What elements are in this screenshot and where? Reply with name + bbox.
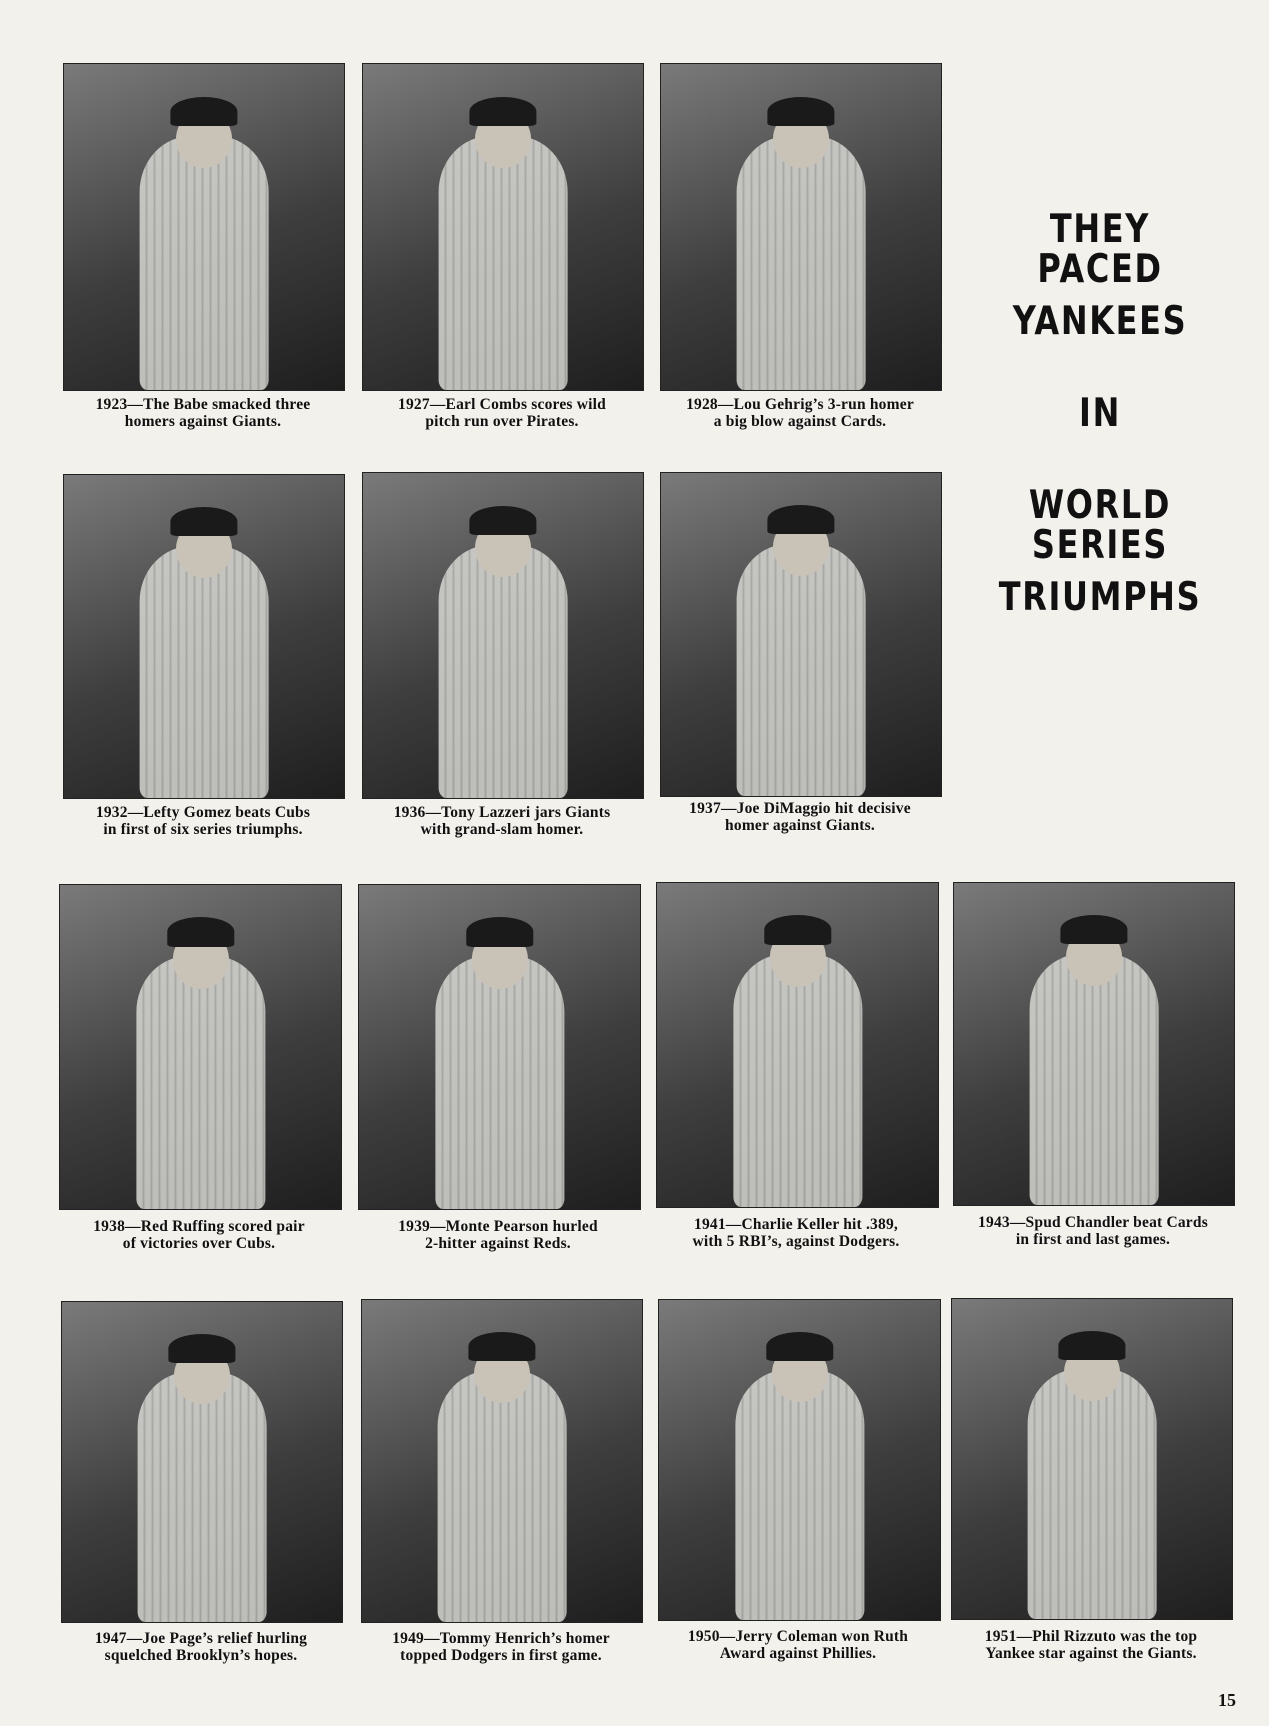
caption-1927: 1927—Earl Combs scores wild pitch run over Pirates. bbox=[398, 396, 606, 430]
photo-1951-phil-rizzuto bbox=[951, 1298, 1233, 1620]
photo-1949-tommy-henrich bbox=[361, 1299, 643, 1623]
caption-1936: 1936—Tony Lazzeri jars Giants with grand-slam homer. bbox=[393, 804, 611, 838]
photo-1928-lou-gehrig bbox=[660, 63, 942, 391]
caption-1943: 1943—Spud Chandler beat Cards in first and last games. bbox=[978, 1214, 1208, 1248]
caption-1938: 1938—Red Ruffing scored pair of victories over Cubs. bbox=[93, 1218, 305, 1252]
caption-1932: 1932—Lefty Gomez beats Cubs in first of six series triumphs. bbox=[95, 804, 311, 838]
caption-1949: 1949—Tommy Henrich’s homer topped Dodgers in first game. bbox=[392, 1630, 610, 1664]
photo-1950-jerry-coleman bbox=[658, 1299, 941, 1621]
caption-1947: 1947—Joe Page’s relief hurling squelched Brooklyn’s hopes. bbox=[94, 1630, 308, 1664]
title-line: YANKEES bbox=[1012, 299, 1188, 344]
photo-1937-joe-dimaggio bbox=[660, 472, 942, 797]
photo-1936-tony-lazzeri bbox=[362, 472, 644, 799]
photo-1939-monte-pearson bbox=[358, 884, 641, 1210]
title-line: IN bbox=[1079, 391, 1121, 436]
photo-1941-charlie-keller bbox=[656, 882, 939, 1208]
photo-1932-lefty-gomez bbox=[63, 474, 345, 799]
title-line: THEY PACED bbox=[1037, 207, 1163, 292]
title-line: WORLD SERIES bbox=[1028, 483, 1172, 568]
photo-1943-spud-chandler bbox=[953, 882, 1235, 1206]
caption-1950: 1950—Jerry Coleman won Ruth Award against Phillies. bbox=[687, 1628, 909, 1662]
photo-1923-babe-ruth bbox=[63, 63, 345, 391]
page-number: 15 bbox=[1218, 1690, 1236, 1710]
caption-1941: 1941—Charlie Keller hit .389, with 5 RBI’s, against Dodgers. bbox=[692, 1216, 900, 1250]
page-title bbox=[989, 207, 1210, 670]
photo-1938-red-ruffing bbox=[59, 884, 342, 1210]
title-line: TRIUMPHS bbox=[998, 575, 1202, 620]
caption-1951: 1951—Phil Rizzuto was the top Yankee star against the Giants. bbox=[984, 1628, 1198, 1662]
photo-1927-earl-combs bbox=[362, 63, 644, 391]
photo-1947-joe-page bbox=[61, 1301, 343, 1623]
caption-1939: 1939—Monte Pearson hurled 2-hitter against Reds. bbox=[398, 1218, 598, 1252]
caption-1923: 1923—The Babe smacked three homers against Giants. bbox=[95, 396, 311, 430]
caption-1928: 1928—Lou Gehrig’s 3-run homer a big blow against Cards. bbox=[686, 396, 914, 430]
caption-1937: 1937—Joe DiMaggio hit decisive homer against Giants. bbox=[689, 800, 911, 834]
